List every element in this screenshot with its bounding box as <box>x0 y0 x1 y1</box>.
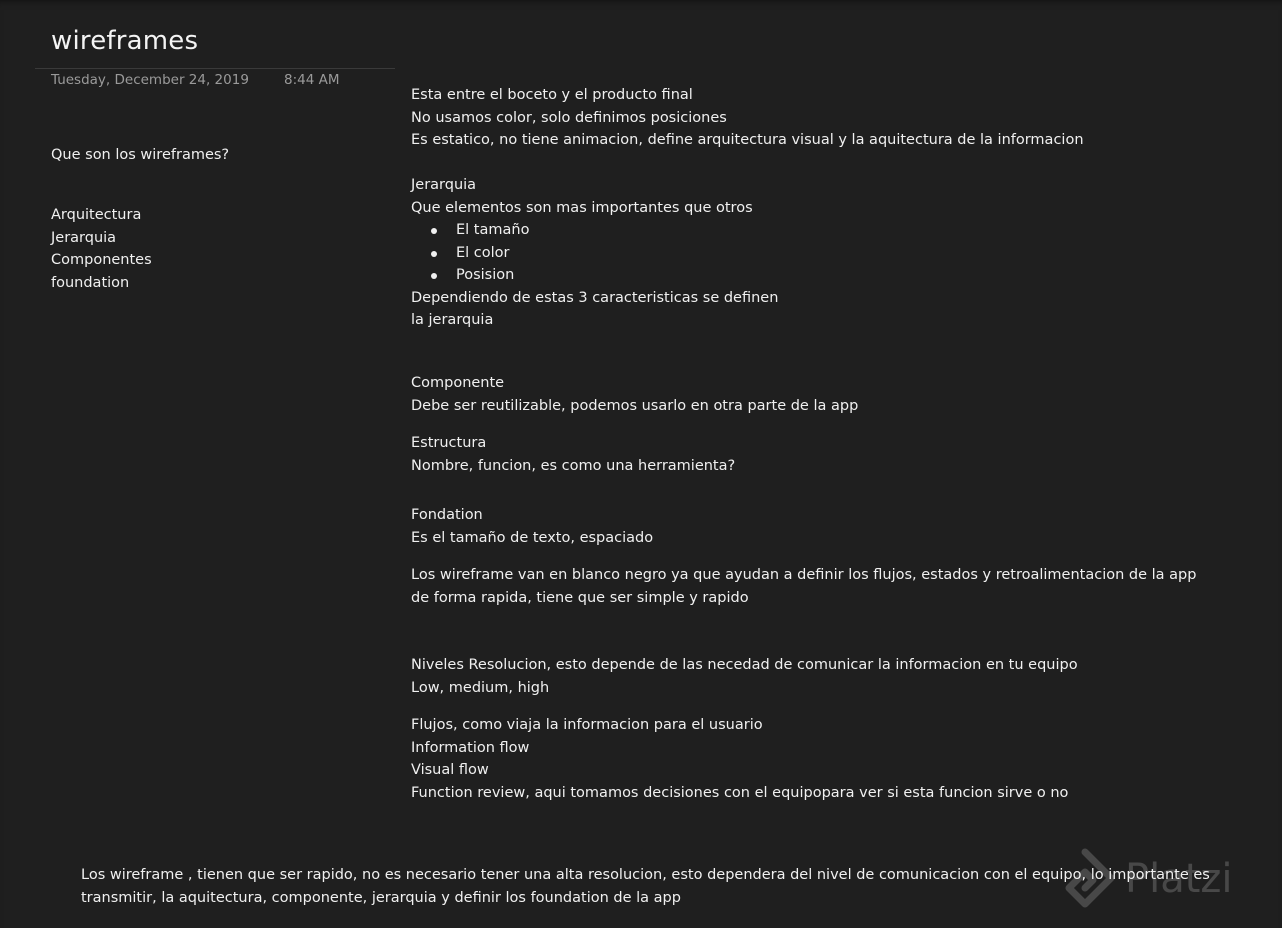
jerarquia-after-line: la jerarquia <box>411 312 494 328</box>
componente-heading: Componente <box>411 375 505 391</box>
intro-line: Esta entre el boceto y el producto final <box>411 87 693 103</box>
niveles-heading: Niveles Resolucion, esto depende de las necedad de comunicar la informacion en tu equipo <box>411 657 1078 673</box>
intro-line: No usamos color, solo definimos posiciones <box>411 109 727 126</box>
bullet-item <box>411 219 1211 242</box>
fondation-heading: Fondation <box>411 507 483 523</box>
intro-block[interactable] <box>411 84 1211 152</box>
componente-block[interactable] <box>411 372 1211 417</box>
estructura-text: Nombre, funcion, es como una herramienta? <box>411 457 736 474</box>
title-divider <box>35 68 395 69</box>
fondation-text: Es el tamaño de texto, espaciado <box>411 529 654 546</box>
niveles-text: Low, medium, high <box>411 679 550 696</box>
summary-paragraph: Los wireframe , tienen que ser rapido, no es necesario tener una alta resolucion, esto dependera del nivel de comunicacion con el equipo, lo importante es transmitir, la aquitectura, componente, jerarquia y definir los foundation de la app <box>81 867 1210 906</box>
page-title[interactable]: wireframes <box>51 26 199 56</box>
intro-line: Es estatico, no tiene animacion, define arquitectura visual y la aquitectura de la informacion <box>411 132 1084 148</box>
flujos-line: Function review, aqui tomamos decisiones con el equipopara ver si esta funcion sirve o no <box>411 784 1069 801</box>
bullet-text: Posision <box>456 267 515 283</box>
sidebar-question-block[interactable] <box>51 144 229 167</box>
bullet-icon <box>431 251 437 257</box>
flujos-block[interactable] <box>411 714 1211 804</box>
flujos-line: Flujos, como viaja la informacion para el usuario <box>411 717 763 733</box>
jerarquia-after-line: Dependiendo de estas 3 caracteristicas se definen <box>411 289 779 306</box>
jerarquia-heading: Jerarquia <box>411 177 477 193</box>
sidebar-question: Que son los wireframes? <box>51 147 230 163</box>
bullet-text: El tamaño <box>456 222 530 238</box>
bullet-item <box>411 242 1211 265</box>
page-time: 8:44 AM <box>284 72 340 88</box>
wireframe-paragraph-block[interactable] <box>411 564 1201 609</box>
fondation-block[interactable] <box>411 504 1211 549</box>
wireframe-paragraph: Los wireframe van en blanco negro ya que ayudan a definir los flujos, estados y retroalimentacion de la app de forma rapida, tiene que ser simple y rapido <box>411 567 1197 606</box>
sidebar-topic: Componentes <box>51 252 152 268</box>
watermark-text: Platzi <box>1125 856 1233 902</box>
estructura-block[interactable] <box>411 432 1211 477</box>
jerarquia-block[interactable] <box>411 174 1211 332</box>
componente-text: Debe ser reutilizable, podemos usarlo en otra parte de la app <box>411 397 859 414</box>
sidebar-topic: foundation <box>51 274 130 291</box>
bullet-text: El color <box>456 244 510 261</box>
niveles-block[interactable] <box>411 654 1211 699</box>
flujos-line: Information flow <box>411 739 530 756</box>
bullet-icon <box>431 273 437 279</box>
bullet-item <box>411 264 1211 287</box>
sidebar-topic: Arquitectura <box>51 207 142 223</box>
sidebar-topic: Jerarquia <box>51 229 117 246</box>
platzi-watermark <box>1055 848 1282 918</box>
flujos-line: Visual flow <box>411 762 489 778</box>
estructura-heading: Estructura <box>411 435 487 451</box>
page-date: Tuesday, December 24, 2019 <box>51 72 249 88</box>
jerarquia-text: Que elementos son mas importantes que otros <box>411 199 753 216</box>
platzi-logo-icon <box>1055 848 1115 918</box>
sidebar-topics-block[interactable] <box>51 204 152 294</box>
bullet-icon <box>431 228 437 234</box>
jerarquia-bullet-list <box>411 219 1211 287</box>
